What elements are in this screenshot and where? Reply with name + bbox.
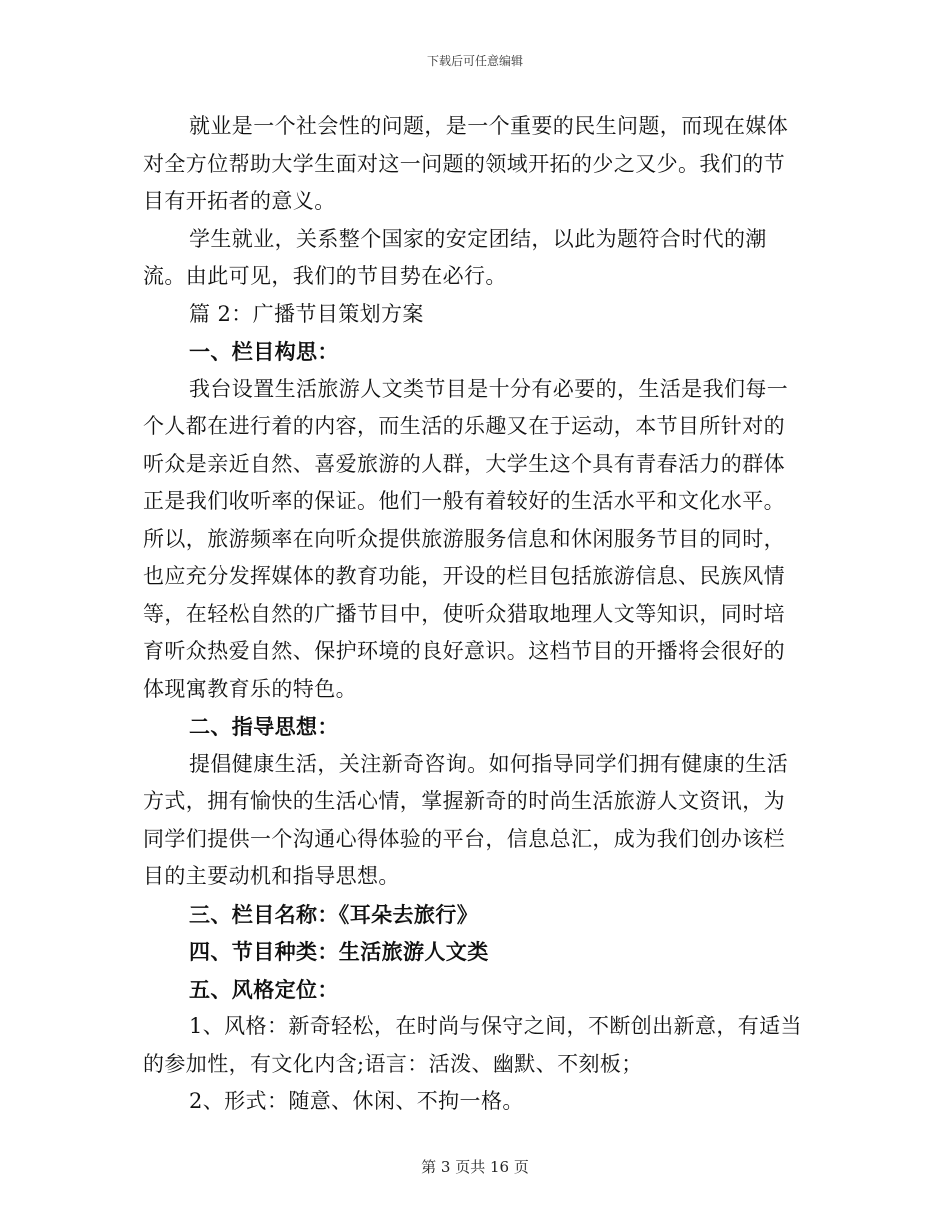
page-header: 下载后可任意编辑 [426, 54, 523, 68]
section-title-part2: 篇 2：广播节目策划方案 [189, 301, 424, 326]
paragraph-employment: 就业是一个社会性的问题，是一个重要的民生问题，而现在媒体对全方位帮助大学生面对这一问题的领域开拓的少之又少。我们的节目有开拓者的意义。 [143, 114, 789, 213]
heading-concept: 一、栏目构思： [189, 339, 339, 364]
paragraph-student-employment: 学生就业，关系整个国家的安定团结，以此为题符合时代的潮流。由此可见，我们的节目势在必行。 [143, 226, 767, 288]
paragraph-style-2: 2、形式：随意、休闲、不拘一格。 [189, 1089, 524, 1113]
page-footer: 第 3 页共 16 页 [421, 1158, 529, 1176]
document-body [143, 108, 803, 1121]
heading-column-name: 三、栏目名称：《耳朵去旅行》 [189, 901, 479, 927]
paragraph-guiding-idea: 提倡健康生活，关注新奇咨询。如何指导同学们拥有健康的生活方式，拥有愉快的生活心情，掌握新奇的时尚生活旅游人文资讯，为同学们提供一个沟通心得体验的平台，信息总汇，成为我们创办该栏目的主要动机和指导思想。 [143, 751, 789, 888]
paragraph-style-1: 1、风格：新奇轻松，在时尚与保守之间，不断创出新意，有适当的参加性，有文化内含;语言：活泼、幽默、不刻板； [143, 1014, 802, 1076]
heading-guiding-idea: 二、指导思想： [189, 714, 339, 739]
heading-program-type: 四、节目种类：生活旅游人文类 [189, 939, 489, 964]
paragraph-concept: 我台设置生活旅游人文类节目是十分有必要的，生活是我们每一个人都在进行着的内容，而生活的乐趣又在于运动，本节目所针对的听众是亲近自然、喜爱旅游的人群，大学生这个具有青春活力的群体正是我们收听率的保证。他们一般有着较好的生活水平和文化水平。所以，旅游频率在向听众提供旅游服务信息和休闲服务节目的同时，也应充分发挥媒体的教育功能，开设的栏目包括旅游信息、民族风情等，在轻松自然的广播节目中，使听众猎取地理人文等知识，同时培育听众热爱自然、保护环境的良好意识。这档节目的开播将会很好的体现寓教育乐的特色。 [143, 376, 789, 701]
heading-style: 五、风格定位： [189, 976, 339, 1002]
